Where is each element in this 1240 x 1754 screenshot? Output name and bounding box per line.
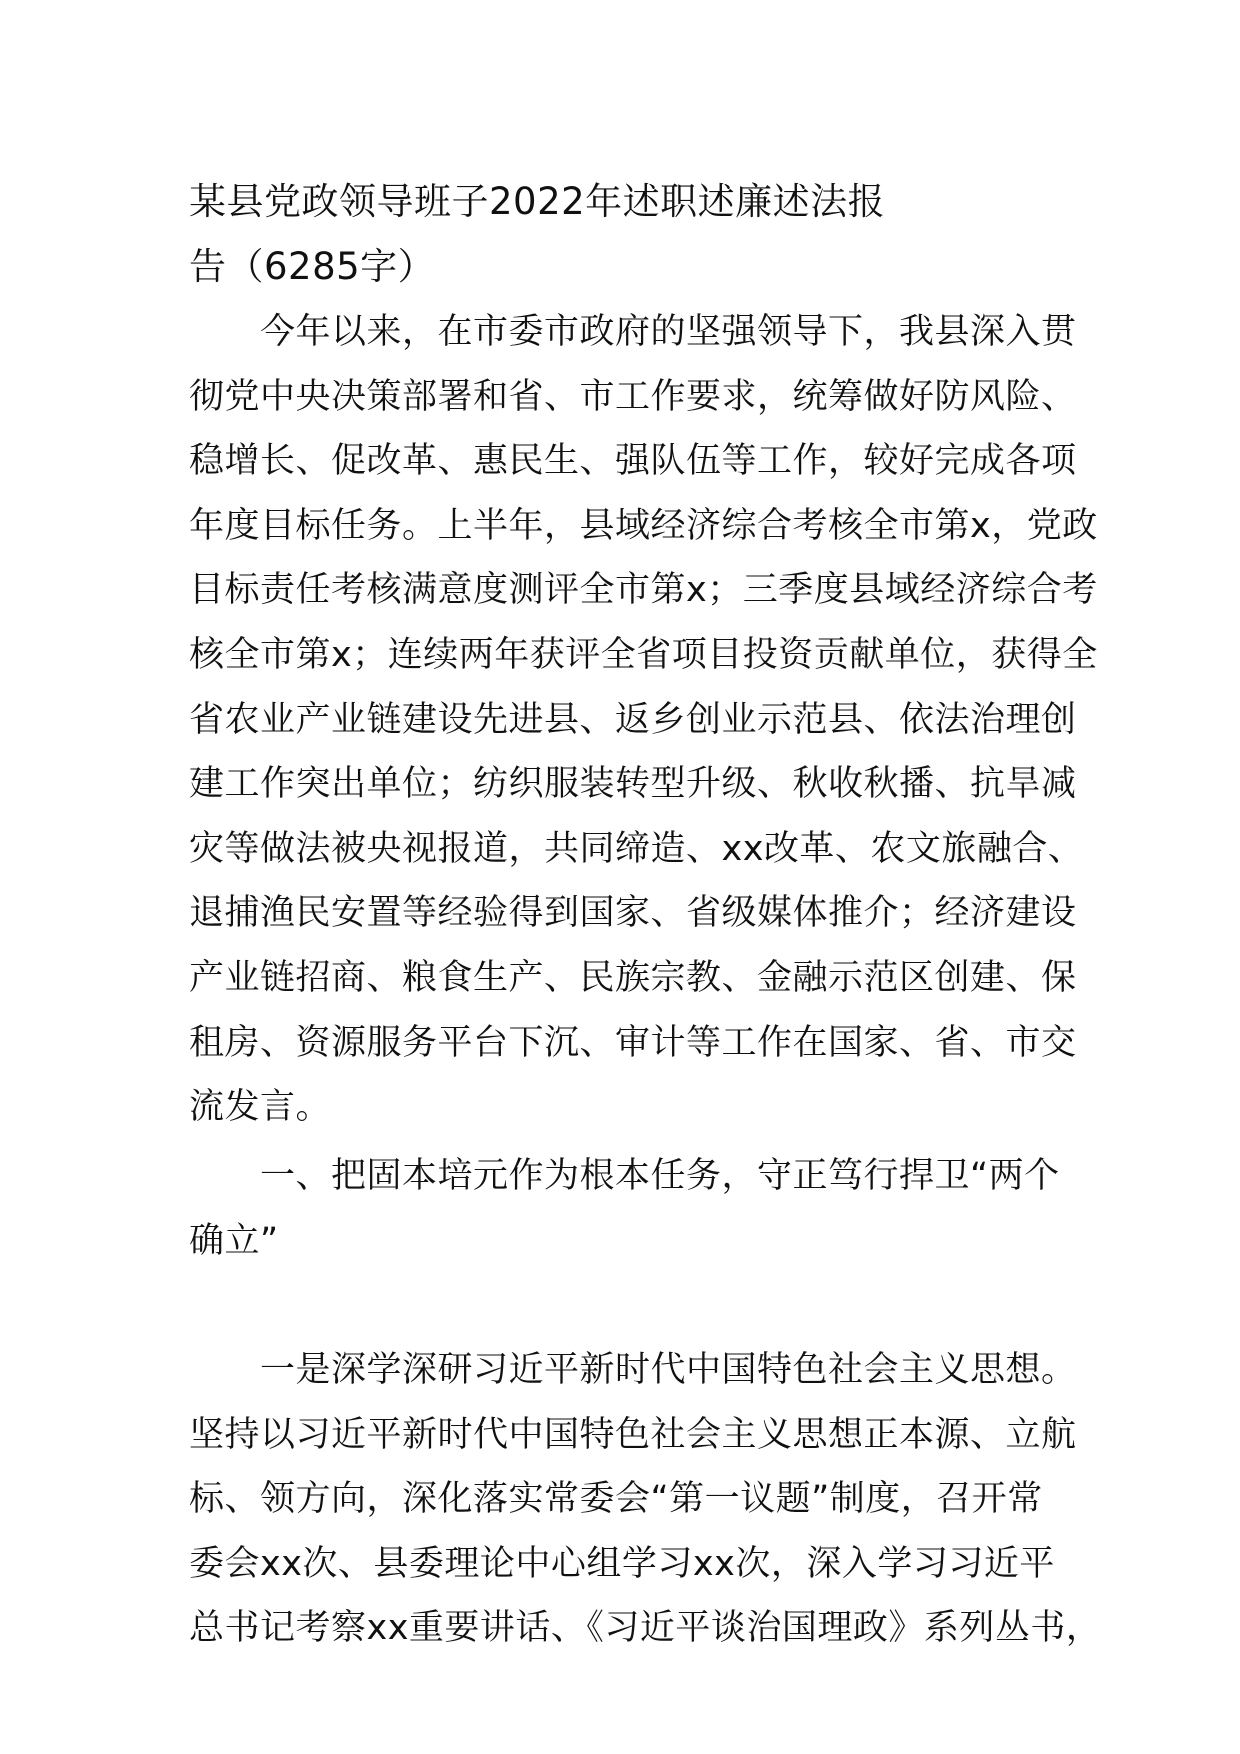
intro-paragraph (189, 300, 1098, 1140)
heading-line: 一、把固本培元作为根本任务，守正笃行捍卫“两个 (189, 1156, 1060, 1196)
text-line: 目标责任考核满意度测评全市第x；三季度县域经济综合考 (189, 570, 1098, 611)
section-heading (189, 1144, 1069, 1273)
heading-line: 确立” (189, 1220, 279, 1261)
text-line: 坚持以习近平新时代中国特色社会主义思想正本源、立航 (189, 1414, 1077, 1455)
text-line: 稳增长、促改革、惠民生、强队伍等工作，较好完成各项 (189, 441, 1077, 482)
section-paragraph (189, 1338, 1102, 1661)
text-line: 标、领方向，深化落实常委会“第一议题”制度，召开常 (189, 1479, 1043, 1520)
document-title (189, 170, 1069, 299)
text-line: 灾等做法被央视报道，共同缔造、xx改革、农文旅融合、 (189, 828, 1084, 869)
text-line: 租房、资源服务平台下沉、审计等工作在国家、省、市交 (189, 1022, 1077, 1063)
title-line: 某县党政领导班子2022年述职述廉述法报 (189, 180, 886, 223)
text-line: 总书记考察xx重要讲话、《习近平谈治国理政》系列丛书， (189, 1608, 1102, 1649)
text-line: 年度目标任务。上半年，县域经济综合考核全市第x，党政 (189, 505, 1098, 546)
text-line: 彻党中央决策部署和省、市工作要求，统筹做好防风险、 (189, 376, 1077, 417)
text-line: 流发言。 (189, 1087, 332, 1128)
text-line: 省农业产业链建设先进县、返乡创业示范县、依法治理创 (189, 699, 1077, 740)
text-line: 一是深学深研习近平新时代中国特色社会主义思想。 (189, 1350, 1077, 1390)
text-line: 产业链招商、粮食生产、民族宗教、金融示范区创建、保 (189, 957, 1077, 998)
text-line: 委会xx次、县委理论中心组学习xx次，深入学习习近平 (189, 1543, 1055, 1584)
text-line: 核全市第x；连续两年获评全省项目投资贡献单位，获得全 (189, 634, 1098, 675)
text-line: 建工作突出单位；纺织服装转型升级、秋收秋播、抗旱减 (189, 764, 1077, 805)
text-line: 退捕渔民安置等经验得到国家、省级媒体推介；经济建设 (189, 893, 1077, 934)
text-line: 今年以来，在市委市政府的坚强领导下，我县深入贯 (189, 312, 1077, 352)
title-line: 告（6285字） (189, 244, 436, 288)
